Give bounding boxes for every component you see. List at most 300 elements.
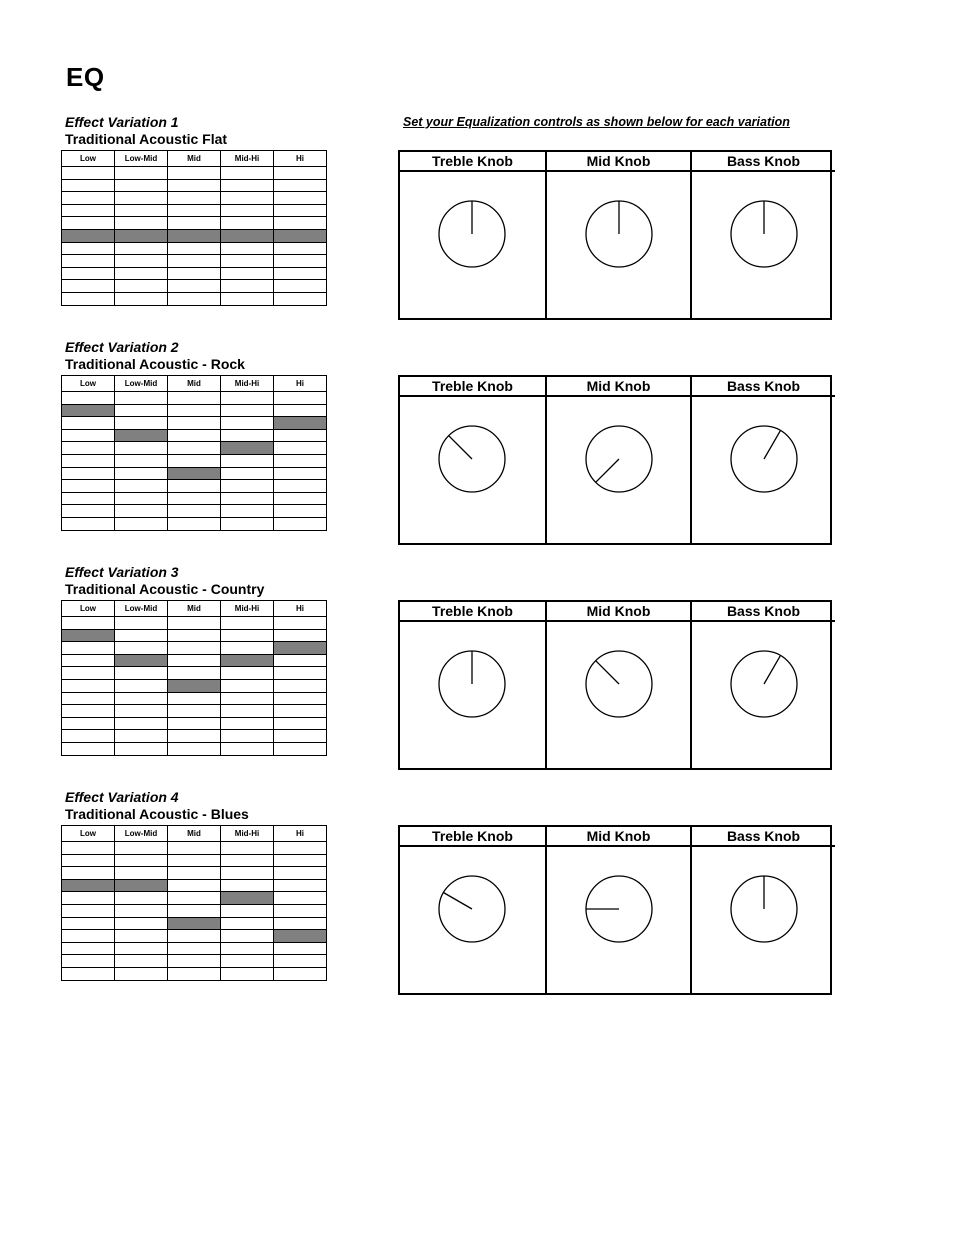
eq-grid-cell [221, 167, 274, 180]
eq-grid-cell [221, 392, 274, 405]
knob-label: Mid Knob [547, 152, 690, 172]
eq-grid-cell [274, 917, 327, 930]
eq-grid-cell [168, 867, 221, 880]
eq-grid-row [62, 505, 327, 518]
eq-grid-cell [115, 904, 168, 917]
eq-grid-row [62, 217, 327, 230]
eq-grid-cell [274, 242, 327, 255]
knob-column [690, 827, 835, 993]
eq-grid-cell [115, 417, 168, 430]
eq-grid-cell [221, 242, 274, 255]
knob-label: Treble Knob [400, 827, 545, 847]
eq-grid-cell [115, 742, 168, 755]
eq-grid-cell [115, 242, 168, 255]
eq-grid-row [62, 892, 327, 905]
eq-grid-cell [115, 955, 168, 968]
eq-grid-cell [221, 917, 274, 930]
eq-grid-cell [221, 417, 274, 430]
eq-grid-cell [274, 679, 327, 692]
eq-grid-cell [62, 442, 115, 455]
knob-column [545, 152, 690, 318]
eq-grid-cell [274, 967, 327, 980]
eq-grid-cell [221, 404, 274, 417]
eq-grid-row [62, 705, 327, 718]
eq-grid-cell [168, 617, 221, 630]
eq-grid-cell [62, 454, 115, 467]
eq-grid-cell [115, 217, 168, 230]
eq-grid-row [62, 179, 327, 192]
eq-slider-position [274, 229, 327, 242]
page-title: EQ [66, 62, 105, 92]
eq-grid-cell [115, 442, 168, 455]
eq-grid-cell [62, 654, 115, 667]
eq-grid-cell [115, 454, 168, 467]
eq-grid-cell [62, 492, 115, 505]
eq-grid-cell [168, 854, 221, 867]
eq-grid-row [62, 667, 327, 680]
eq-grid-cell [274, 730, 327, 743]
eq-grid-cell [62, 904, 115, 917]
eq-grid-row [62, 854, 327, 867]
eq-grid-cell [62, 267, 115, 280]
eq-grid-cell [274, 480, 327, 493]
eq-slider-position [168, 467, 221, 480]
eq-grid-cell [221, 955, 274, 968]
eq-slider-position [221, 442, 274, 455]
knob-pointer [449, 436, 472, 459]
eq-grid-cell [274, 717, 327, 730]
eq-grid-row [62, 617, 327, 630]
knob-label: Bass Knob [692, 377, 835, 397]
knob-settings-panel [398, 150, 832, 320]
eq-grid-cell [168, 955, 221, 968]
effect-variation-section [0, 114, 954, 334]
eq-grid-cell [115, 492, 168, 505]
eq-grid-cell [168, 629, 221, 642]
eq-grid-cell [274, 492, 327, 505]
eq-grid-cell [274, 442, 327, 455]
eq-grid-cell [168, 730, 221, 743]
variation-title: Effect Variation 1 [65, 114, 179, 130]
eq-grid-cell [62, 842, 115, 855]
eq-grid-row [62, 967, 327, 980]
effect-variation-section [0, 789, 954, 1009]
knob-settings-panel [398, 600, 832, 770]
knob-settings-panel [398, 375, 832, 545]
eq-grid-cell [221, 629, 274, 642]
eq-grid-cell [62, 942, 115, 955]
eq-grid-cell [274, 429, 327, 442]
eq-grid-cell [168, 217, 221, 230]
eq-grid-cell [221, 454, 274, 467]
eq-grid-cell [168, 179, 221, 192]
eq-grid-row [62, 442, 327, 455]
eq-grid-cell [274, 854, 327, 867]
eq-grid-row [62, 167, 327, 180]
knob-pointer [596, 661, 619, 684]
eq-grid-cell [274, 255, 327, 268]
eq-grid-cell [115, 854, 168, 867]
eq-slider-position [168, 229, 221, 242]
eq-grid-cell [274, 217, 327, 230]
variation-title: Effect Variation 3 [65, 564, 179, 580]
eq-grid-cell [274, 842, 327, 855]
instructions-text: Set your Equalization controls as shown below for each variation [403, 115, 790, 129]
eq-grid-cell [221, 730, 274, 743]
eq-grid-cell [274, 617, 327, 630]
eq-grid-cell [62, 967, 115, 980]
eq-grid-cell [221, 679, 274, 692]
eq-grid-cell [221, 217, 274, 230]
eq-grid-cell [168, 292, 221, 305]
eq-grid-cell [62, 517, 115, 530]
knob-dial-icon [692, 172, 835, 318]
eq-grid-cell [168, 255, 221, 268]
eq-grid-cell [115, 967, 168, 980]
eq-grid-cell [168, 505, 221, 518]
eq-grid-cell [274, 467, 327, 480]
eq-grid-row [62, 242, 327, 255]
eq-column-header: Low-Mid [115, 151, 168, 167]
eq-slider-position [115, 654, 168, 667]
eq-grid-cell [62, 930, 115, 943]
eq-grid-cell [274, 867, 327, 880]
eq-grid-cell [62, 892, 115, 905]
eq-grid-cell [274, 192, 327, 205]
eq-grid-cell [221, 267, 274, 280]
eq-column-header: Mid-Hi [221, 376, 274, 392]
eq-grid-cell [62, 392, 115, 405]
eq-column-header: Mid-Hi [221, 826, 274, 842]
eq-column-header: Mid [168, 601, 221, 617]
eq-grid-cell [168, 942, 221, 955]
eq-grid-row [62, 204, 327, 217]
eq-grid-cell [168, 204, 221, 217]
knob-column [545, 602, 690, 768]
knob-label: Bass Knob [692, 827, 835, 847]
eq-grid-cell [168, 742, 221, 755]
eq-grid-cell [115, 717, 168, 730]
eq-grid-cell [221, 467, 274, 480]
eq-grid-row [62, 930, 327, 943]
eq-grid-cell [115, 267, 168, 280]
eq-grid-cell [274, 879, 327, 892]
eq-grid-cell [115, 255, 168, 268]
eq-column-header: Low [62, 376, 115, 392]
knob-dial-icon [547, 622, 690, 768]
knob-dial-icon [400, 847, 543, 993]
eq-grid-row [62, 255, 327, 268]
eq-grid-cell [221, 842, 274, 855]
eq-grid-cell [115, 705, 168, 718]
variation-subtitle: Traditional Acoustic - Rock [65, 356, 245, 372]
eq-grid-cell [168, 879, 221, 892]
eq-grid-cell [221, 879, 274, 892]
eq-grid-row [62, 192, 327, 205]
effect-variation-section [0, 564, 954, 784]
knob-label: Bass Knob [692, 602, 835, 622]
knob-settings-panel [398, 825, 832, 995]
eq-grid-cell [168, 654, 221, 667]
eq-slider-grid [61, 600, 327, 756]
eq-grid-cell [221, 867, 274, 880]
eq-grid-row [62, 904, 327, 917]
eq-grid-cell [115, 842, 168, 855]
eq-column-header: Low [62, 826, 115, 842]
eq-column-header: Low-Mid [115, 376, 168, 392]
knob-label: Mid Knob [547, 602, 690, 622]
eq-grid-row [62, 692, 327, 705]
knob-dial-icon [692, 847, 835, 993]
eq-column-header: Mid-Hi [221, 601, 274, 617]
eq-slider-position [274, 642, 327, 655]
eq-column-header: Low [62, 151, 115, 167]
eq-grid-cell [62, 692, 115, 705]
knob-dial-icon [692, 622, 835, 768]
knob-pointer [443, 893, 472, 910]
eq-grid-cell [115, 292, 168, 305]
eq-grid-row [62, 467, 327, 480]
knob-label: Treble Knob [400, 377, 545, 397]
eq-grid-cell [115, 280, 168, 293]
eq-grid-cell [62, 854, 115, 867]
eq-grid-cell [274, 179, 327, 192]
variation-title: Effect Variation 2 [65, 339, 179, 355]
eq-grid-cell [62, 192, 115, 205]
eq-grid-cell [221, 280, 274, 293]
knob-dial-icon [547, 397, 690, 543]
eq-grid-cell [221, 904, 274, 917]
eq-grid-cell [168, 429, 221, 442]
eq-grid-row [62, 867, 327, 880]
eq-grid-cell [115, 179, 168, 192]
eq-grid-cell [274, 204, 327, 217]
eq-grid-cell [168, 417, 221, 430]
knob-column [690, 602, 835, 768]
eq-slider-position [62, 879, 115, 892]
eq-grid-cell [62, 679, 115, 692]
variation-subtitle: Traditional Acoustic - Blues [65, 806, 249, 822]
eq-grid-row [62, 730, 327, 743]
eq-grid-cell [221, 705, 274, 718]
variation-subtitle: Traditional Acoustic - Country [65, 581, 265, 597]
eq-grid-cell [221, 642, 274, 655]
eq-grid-cell [274, 667, 327, 680]
eq-grid-cell [221, 617, 274, 630]
variation-title: Effect Variation 4 [65, 789, 179, 805]
eq-grid-cell [115, 679, 168, 692]
eq-column-header: Hi [274, 826, 327, 842]
eq-slider-grid [61, 150, 327, 306]
eq-grid-cell [221, 667, 274, 680]
eq-grid-cell [274, 654, 327, 667]
eq-grid-cell [274, 629, 327, 642]
eq-grid-cell [221, 505, 274, 518]
knob-label: Treble Knob [400, 602, 545, 622]
eq-slider-position [274, 930, 327, 943]
eq-grid-cell [221, 179, 274, 192]
eq-grid-cell [274, 705, 327, 718]
eq-grid-cell [274, 742, 327, 755]
eq-grid-cell [115, 392, 168, 405]
eq-grid-cell [115, 892, 168, 905]
eq-grid-cell [62, 480, 115, 493]
eq-grid-cell [168, 517, 221, 530]
knob-label: Mid Knob [547, 377, 690, 397]
knob-dial-icon [400, 397, 543, 543]
eq-grid-cell [168, 842, 221, 855]
eq-grid-cell [115, 467, 168, 480]
eq-grid-cell [62, 204, 115, 217]
eq-grid-row [62, 417, 327, 430]
eq-column-header: Low-Mid [115, 601, 168, 617]
eq-grid-row [62, 429, 327, 442]
eq-grid-cell [168, 242, 221, 255]
eq-grid-row [62, 454, 327, 467]
effect-variation-section [0, 339, 954, 559]
eq-grid-cell [115, 192, 168, 205]
eq-grid-cell [274, 892, 327, 905]
eq-grid-cell [221, 192, 274, 205]
eq-grid-cell [168, 404, 221, 417]
eq-grid-cell [62, 217, 115, 230]
eq-grid-cell [274, 517, 327, 530]
knob-column [690, 377, 835, 543]
knob-column [545, 827, 690, 993]
eq-grid-row [62, 229, 327, 242]
eq-grid-row [62, 942, 327, 955]
eq-column-header: Hi [274, 601, 327, 617]
eq-grid-cell [274, 904, 327, 917]
eq-grid-cell [168, 692, 221, 705]
knob-pointer [764, 430, 781, 459]
eq-column-header: Low [62, 601, 115, 617]
eq-grid-cell [62, 730, 115, 743]
eq-grid-cell [274, 280, 327, 293]
eq-grid-cell [274, 692, 327, 705]
eq-slider-grid [61, 375, 327, 531]
eq-grid-row [62, 679, 327, 692]
eq-grid-cell [115, 942, 168, 955]
eq-grid-cell [62, 642, 115, 655]
eq-grid-cell [168, 705, 221, 718]
eq-grid-row [62, 629, 327, 642]
eq-grid-cell [115, 480, 168, 493]
eq-grid-cell [62, 867, 115, 880]
eq-grid-row [62, 392, 327, 405]
eq-grid-cell [115, 404, 168, 417]
knob-label: Treble Knob [400, 152, 545, 172]
eq-grid-cell [221, 429, 274, 442]
eq-slider-position [221, 229, 274, 242]
eq-grid-row [62, 742, 327, 755]
eq-grid-cell [168, 967, 221, 980]
knob-column [545, 377, 690, 543]
knob-dial-icon [547, 172, 690, 318]
eq-grid-cell [274, 292, 327, 305]
knob-dial-icon [547, 847, 690, 993]
eq-grid-cell [62, 280, 115, 293]
eq-slider-position [115, 429, 168, 442]
eq-grid-cell [115, 517, 168, 530]
eq-grid-cell [62, 467, 115, 480]
eq-grid-cell [221, 967, 274, 980]
eq-slider-position [62, 629, 115, 642]
eq-column-header: Mid-Hi [221, 151, 274, 167]
eq-grid-row [62, 917, 327, 930]
eq-grid-cell [115, 167, 168, 180]
eq-grid-cell [221, 930, 274, 943]
eq-grid-cell [168, 892, 221, 905]
knob-column [400, 602, 545, 768]
eq-grid-cell [274, 454, 327, 467]
eq-grid-row [62, 842, 327, 855]
eq-grid-cell [221, 492, 274, 505]
eq-grid-cell [168, 904, 221, 917]
knob-column [400, 377, 545, 543]
eq-grid-cell [274, 392, 327, 405]
eq-grid-cell [62, 617, 115, 630]
eq-grid-row [62, 280, 327, 293]
eq-grid-cell [115, 930, 168, 943]
eq-grid-cell [221, 942, 274, 955]
eq-slider-position [274, 417, 327, 430]
eq-grid-cell [274, 167, 327, 180]
eq-grid-cell [62, 955, 115, 968]
knob-dial-icon [400, 172, 543, 318]
eq-grid-cell [115, 505, 168, 518]
eq-slider-position [221, 892, 274, 905]
eq-grid-row [62, 517, 327, 530]
eq-column-header: Low-Mid [115, 826, 168, 842]
eq-grid-row [62, 717, 327, 730]
eq-grid-cell [168, 492, 221, 505]
eq-grid-cell [115, 730, 168, 743]
eq-grid-cell [62, 242, 115, 255]
eq-grid-cell [62, 167, 115, 180]
eq-grid-cell [62, 429, 115, 442]
eq-grid-row [62, 654, 327, 667]
knob-pointer [764, 655, 781, 684]
eq-grid-row [62, 642, 327, 655]
eq-grid-cell [168, 480, 221, 493]
eq-slider-position [115, 229, 168, 242]
eq-grid-cell [221, 517, 274, 530]
eq-grid-cell [115, 617, 168, 630]
eq-grid-cell [274, 955, 327, 968]
eq-grid-cell [274, 267, 327, 280]
eq-grid-cell [274, 505, 327, 518]
eq-grid-cell [221, 292, 274, 305]
eq-grid-cell [168, 454, 221, 467]
eq-grid-cell [115, 629, 168, 642]
eq-grid-cell [168, 192, 221, 205]
eq-grid-cell [168, 642, 221, 655]
eq-grid-cell [168, 267, 221, 280]
eq-grid-cell [62, 705, 115, 718]
eq-grid-cell [168, 167, 221, 180]
eq-grid-cell [168, 930, 221, 943]
eq-slider-grid [61, 825, 327, 981]
eq-grid-row [62, 404, 327, 417]
knob-label: Mid Knob [547, 827, 690, 847]
eq-grid-cell [115, 917, 168, 930]
knob-dial-icon [692, 397, 835, 543]
knob-column [400, 152, 545, 318]
eq-grid-cell [62, 255, 115, 268]
eq-grid-cell [221, 742, 274, 755]
eq-grid-row [62, 267, 327, 280]
